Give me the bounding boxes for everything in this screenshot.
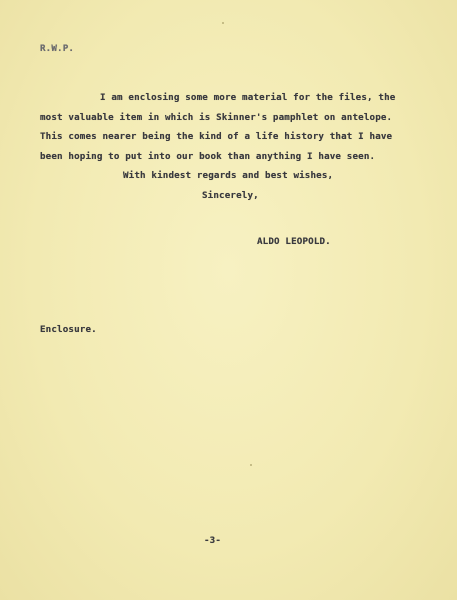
closing: Sincerely, [202, 190, 259, 201]
body-line-4: been hoping to put into our book than anything I have seen. [40, 151, 376, 162]
reference-initials: R.W.P. [40, 43, 75, 54]
paper-speck [222, 22, 224, 24]
enclosure-note: Enclosure. [40, 324, 97, 335]
signature: ALDO LEOPOLD. [257, 236, 331, 247]
page-number: -3- [204, 535, 222, 546]
paper-speck [250, 464, 252, 466]
body-line-2: most valuable item in which is Skinner's pamphlet on antelope. [40, 112, 393, 123]
body-line-1: I am enclosing some more material for the files, the [100, 92, 396, 103]
body-line-5: With kindest regards and best wishes, [123, 170, 334, 181]
body-line-3: This comes nearer being the kind of a life history that I have [40, 131, 393, 142]
